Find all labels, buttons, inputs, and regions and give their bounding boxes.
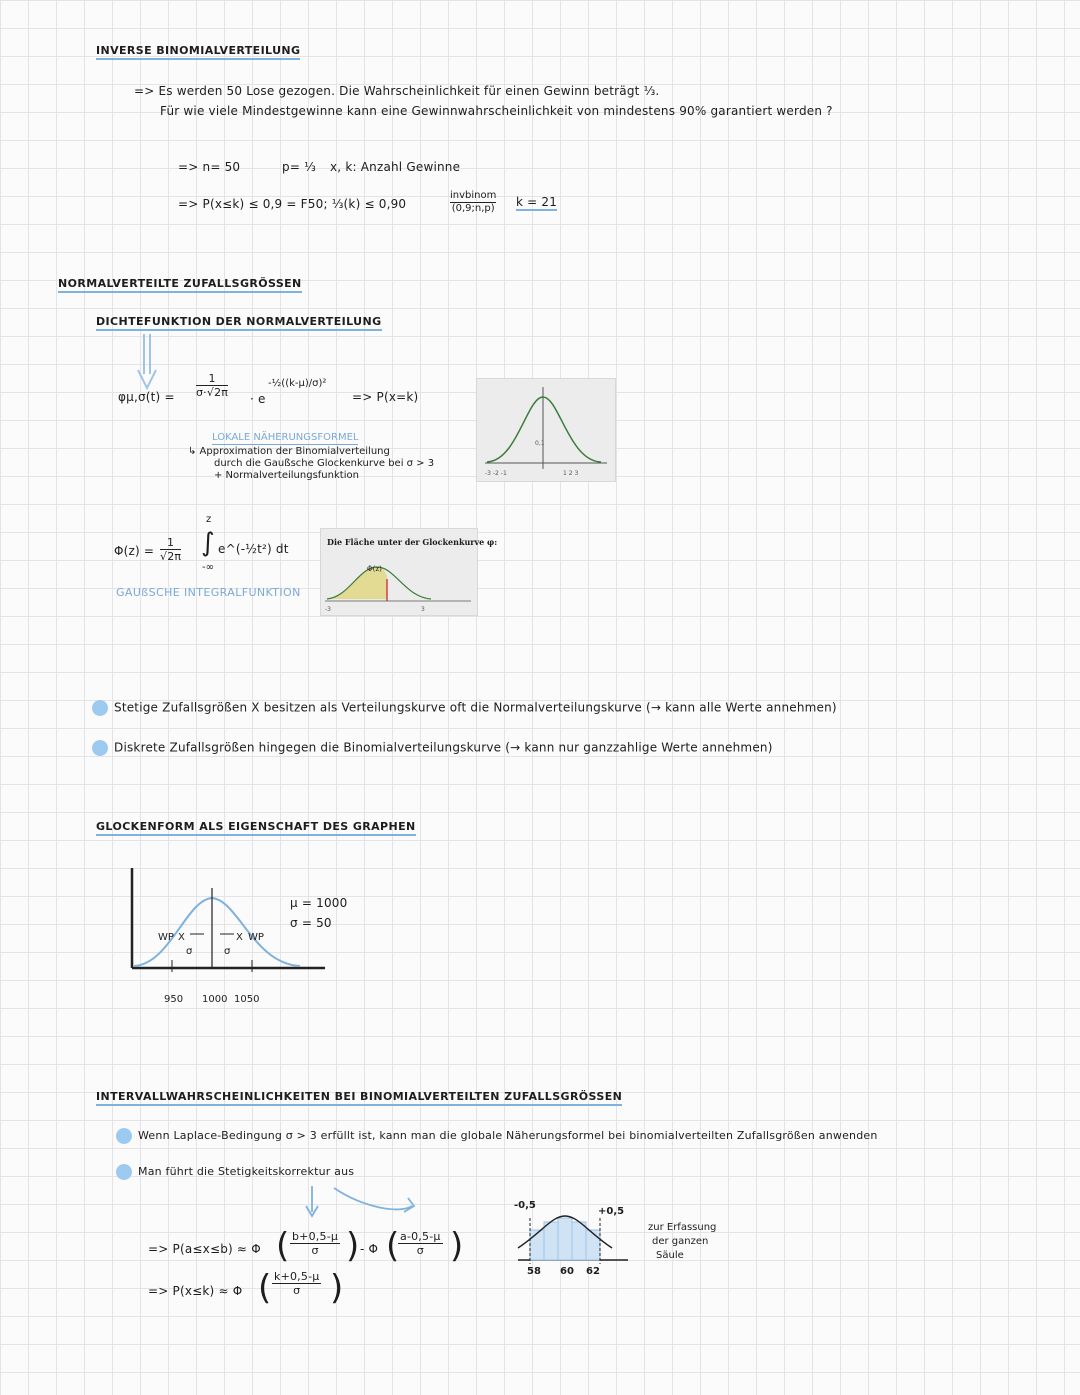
invbinom-note: invbinom (0,9;n,p) [450, 190, 497, 214]
bullet-dot-icon [92, 700, 108, 716]
sigma-label: σ = 50 [290, 916, 332, 930]
local-approx-line-3: + Normalverteilungsfunktion [214, 470, 359, 481]
bullet-dot-icon [116, 1164, 132, 1180]
heading-inverse-binomial: INVERSE BINOMIALVERTEILUNG [96, 44, 300, 60]
mu-label: μ = 1000 [290, 896, 348, 910]
wp-left-label: WP [158, 932, 174, 943]
local-approx-line-2: durch die Gaußsche Glockenkurve bei σ > 3 [214, 458, 435, 469]
density-e: · e [250, 392, 266, 406]
density-implies: => P(x=k) [352, 390, 419, 404]
side-note-line-1: zur Erfassung [648, 1222, 717, 1233]
sigma-left: σ [186, 946, 193, 957]
given-p: p= ⅓ [282, 160, 316, 174]
heading-normal: NORMALVERTEILTE ZUFALLSGRÖSSEN [58, 277, 302, 293]
given-n: => n= 50 [178, 160, 241, 174]
wp-right-cross-icon: X [236, 932, 243, 943]
paren-close: ) [346, 1226, 360, 1266]
formula1-mid: - Φ [360, 1242, 379, 1256]
Phi-upper-limit: z [206, 514, 212, 525]
sigma-right: σ [224, 946, 231, 957]
formula1-fraction1: $\frac{b+0,5-\mu}{\sigma}$ [292, 1230, 339, 1257]
result-k: k = 21 [516, 195, 558, 209]
heading-bell-shape: GLOCKENFORM ALS EIGENSCHAFT DES GRAPHEN [96, 820, 416, 836]
paren-close-2: ) [450, 1226, 464, 1266]
label-plus-05: +0,5 [598, 1206, 625, 1217]
paren-open-3: ( [258, 1268, 272, 1308]
Phi-lhs: Φ(z) = [114, 544, 155, 558]
bullet-dot-icon [116, 1128, 132, 1144]
bell-curve-figure [477, 379, 615, 481]
Phi-integrand: e^(-½t²) dt [218, 542, 289, 556]
formula2-lhs: => P(x≤k) ≈ Φ [148, 1284, 243, 1298]
Phi-fraction: $\frac{1}{√2\pi}$ [160, 536, 182, 563]
svg-text:-3: -3 [325, 606, 331, 613]
density-exponent: -½((k-μ)/σ)² [268, 378, 327, 389]
area-photo-phi: Φ(z) [367, 565, 382, 573]
side-note-line-2: der ganzen [652, 1236, 709, 1247]
calc-line: => P(x≤k) ≤ 0,9 = F50; ⅓(k) ≤ 0,90 [178, 197, 407, 211]
heading-interval: INTERVALLWAHRSCHEINLICHKEITEN BEI BINOMIALVERTEILTEN ZUFALLSGRÖSSEN [96, 1090, 622, 1106]
formula1-lhs: => P(a≤x≤b) ≈ Φ [148, 1242, 261, 1256]
bullet-laplace: Wenn Laplace-Bedingung σ > 3 erfüllt ist, kann man die globale Näherungsformel bei binomialverteilten Zufallsgrößen anwenden [116, 1128, 878, 1144]
local-approx-line-1: ↳ Approximation der Binomialverteilung [188, 446, 390, 457]
side-note-line-3: Säule [656, 1250, 684, 1261]
svg-text:3: 3 [421, 606, 425, 613]
down-arrow-icon [136, 334, 158, 390]
svg-text:1 2 3: 1 2 3 [563, 470, 579, 477]
given-x: x, k: Anzahl Gewinne [330, 160, 461, 174]
svg-text:0,1: 0,1 [535, 440, 545, 447]
area-under-curve-photo [320, 528, 498, 616]
svg-text:-3 -2 -1: -3 -2 -1 [485, 470, 507, 477]
task-line-2: Für wie viele Mindestgewinne kann eine Gewinnwahrscheinlichkeit von mindestens 90% garantiert werden ? [160, 104, 833, 118]
paren-open: ( [276, 1226, 290, 1266]
tick-1050: 1050 [234, 994, 260, 1005]
tick-950: 950 [164, 994, 184, 1005]
bell-curve-photo [476, 378, 616, 482]
label-58: 58 [527, 1266, 541, 1277]
bullet-continuous: Stetige Zufallsgrößen X besitzen als Verteilungskurve oft die Normalverteilungskurve (→ kann alle Werte annehmen) [92, 700, 837, 716]
integral-sign-icon: ∫ [201, 528, 215, 558]
paren-close-3: ) [330, 1268, 344, 1308]
wp-left-cross-icon: X [178, 932, 185, 943]
gauss-integral-label: GAUßSCHE INTEGRALFUNKTION [116, 586, 301, 599]
bullet-discrete: Diskrete Zufallsgrößen hingegen die Binomialverteilungskurve (→ kann nur ganzzahlige Werte annehmen) [92, 740, 773, 756]
area-photo-caption: Die Fläche unter der Glockenkurve φ: [327, 537, 498, 547]
label-62: 62 [586, 1266, 600, 1277]
formula2-fraction: $\frac{k+0,5-\mu}{\sigma}$ [274, 1270, 320, 1297]
label-minus-05: -0,5 [514, 1200, 536, 1211]
density-fraction: $\frac{1}{\sigma\cdot√2\pi}$ [196, 372, 229, 399]
paren-open-2: ( [386, 1226, 400, 1266]
bullet-dot-icon [92, 740, 108, 756]
correction-arrows [304, 1184, 434, 1222]
local-approx-title: LOKALE NÄHERUNGSFORMEL [212, 432, 359, 443]
wp-right-label: WP [248, 932, 264, 943]
bullet-continuity: Man führt die Stetigkeitskorrektur aus [116, 1164, 354, 1180]
label-60: 60 [560, 1266, 574, 1277]
formula1-fraction2: $\frac{a-0,5-\mu}{\sigma}$ [400, 1230, 441, 1257]
heading-density: DICHTEFUNKTION DER NORMALVERTEILUNG [96, 315, 382, 331]
Phi-lower-limit: -∞ [202, 562, 214, 573]
tick-1000: 1000 [202, 994, 228, 1005]
continuity-histogram [512, 1212, 632, 1268]
task-line-1: => Es werden 50 Lose gezogen. Die Wahrscheinlichkeit für einen Gewinn beträgt ⅓. [134, 84, 660, 98]
density-lhs: φμ,σ(t) = [118, 390, 175, 404]
